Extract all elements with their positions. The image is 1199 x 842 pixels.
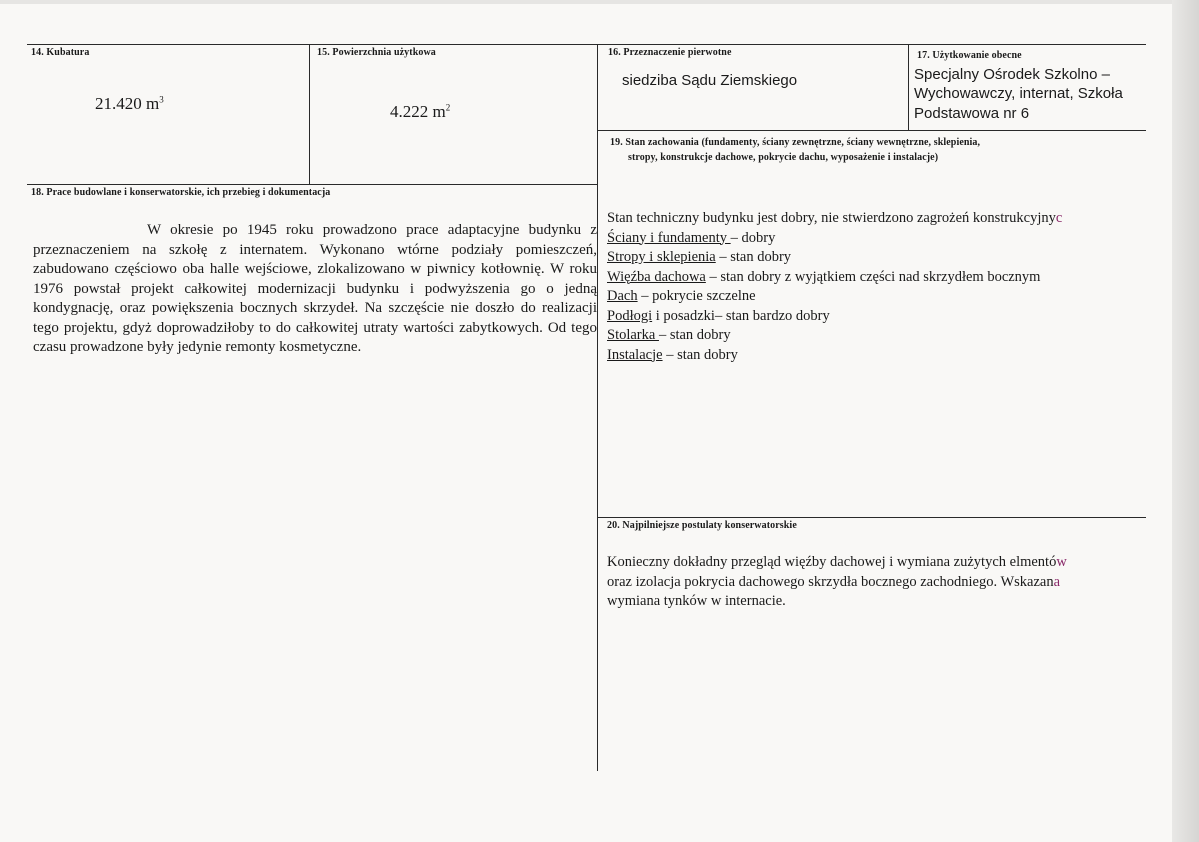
rule-col-b: [597, 44, 598, 771]
prace-text: W okresie po 1945 roku prowadzono prace adaptacyjne budynku z przeznaczeniem na szkołę z internatem. Wykonano wtórne podziały pomieszczeń, zabudowano częściowo oba halle wejściowe, zlokalizowano w piwnicy kotłownię. W roku 1976 powstał projekt całkowitej modernizacji budynku i podwyższenia go o jedną kondygnację, oraz powiększenia bocznych skrzydeł. Na szczęście nie doszło do realizacji tego projektu, gdyż doprowadziłoby to do całkowitej utraty wartości zabytkowych. Od tego czasu prowadzone były jedynie remonty kosmetyczne.: [33, 222, 597, 355]
postulaty-line-1-tail: w: [1056, 554, 1067, 570]
kubatura-label: 14. Kubatura: [31, 47, 90, 58]
postulaty-line-1-text: Konieczny dokładny przegląd więźby dachowej i wymiana zużytych elmentó: [607, 554, 1057, 570]
uzytkowanie-line-3: Podstawowa nr 6: [914, 105, 1030, 122]
stan-label-line-1: 19. Stan zachowania (fundamenty, ściany zewnętrzne, ściany wewnętrzne, sklepienia,: [610, 137, 981, 148]
stan-item-term: Podłogi: [607, 307, 653, 324]
stan-item: [607, 248, 1155, 268]
stan-item: [607, 326, 1155, 346]
stan-label-line-2: stropy, konstrukcje dachowe, pokrycie dachu, wyposażenie i instalacje): [628, 152, 939, 163]
uzytkowanie-label: 17. Użytkowanie obecne: [917, 50, 1022, 61]
stan-item-rest: – stan dobry: [658, 327, 731, 343]
stan-item-term: Więźba dachowa: [607, 268, 706, 285]
stan-item: [607, 346, 1155, 366]
page-top-edge: [0, 0, 1199, 4]
stan-item-rest: – stan dobry z wyjątkiem części nad skrzydłem bocznym: [705, 268, 1041, 285]
stan-item-term: Stolarka: [607, 327, 659, 343]
page-right-edge: [1172, 0, 1199, 842]
stan-intro-text: Stan techniczny budynku jest dobry, nie stwierdzono zagrożeń konstrukcyjny: [607, 210, 1056, 226]
uzytkowanie-line-1: Specjalny Ośrodek Szkolno –: [914, 66, 1110, 83]
stan-item-rest: – stan dobry: [662, 346, 738, 363]
postulaty-line-2: [607, 573, 1060, 593]
stan-item: [607, 287, 1155, 307]
rule-col-a: [309, 44, 310, 184]
rule-top: [27, 44, 1146, 45]
powierzchnia-label: 15. Powierzchnia użytkowa: [317, 47, 436, 58]
przeznaczenie-label: 16. Przeznaczenie pierwotne: [608, 47, 732, 58]
stan-item: [607, 307, 1155, 327]
powierzchnia-number: 4.222 m: [390, 102, 446, 121]
stan-item: [607, 229, 1155, 249]
stan-item-term: Dach: [607, 288, 638, 304]
stan-item-rest: – dobry: [730, 229, 776, 246]
postulaty-line-3: wymiana tynków w internacie.: [607, 593, 786, 609]
rule-col-c: [908, 44, 909, 130]
przeznaczenie-value: siedziba Sądu Ziemskiego: [622, 72, 798, 89]
prace-label: 18. Prace budowlane i konserwatorskie, ich przebieg i dokumentacja: [31, 187, 331, 198]
stan-item-term: Ściany i fundamenty: [607, 229, 731, 246]
stan-list: [607, 209, 1155, 365]
kubatura-exponent: 3: [159, 94, 164, 105]
kubatura-value: [95, 94, 164, 114]
postulaty-line-2-text: oraz izolacja pokrycia dachowego skrzydła bocznego zachodniego. Wskazan: [607, 574, 1054, 590]
stan-item-term: Stropy i sklepienia: [607, 249, 716, 265]
rule-left-mid: [27, 184, 597, 185]
uzytkowanie-line-2: Wychowawczy, internat, Szkoła: [914, 85, 1123, 102]
powierzchnia-exponent: 2: [445, 102, 451, 113]
kubatura-number: 21.420 m: [95, 94, 160, 113]
stan-intro-tail: c: [1055, 210, 1063, 226]
postulaty-line-2-tail: a: [1053, 574, 1061, 590]
postulaty-label: 20. Najpilniejsze postulaty konserwatorskie: [607, 520, 797, 531]
stan-item-rest: i posadzki– stan bardzo dobry: [652, 307, 830, 324]
powierzchnia-value: [390, 102, 450, 122]
stan-item: [607, 268, 1155, 288]
stan-item-rest: – pokrycie szczelne: [637, 288, 756, 304]
stan-item-term: Instalacje: [607, 346, 663, 363]
rule-right-low: [597, 517, 1146, 518]
stan-item-rest: – stan dobry: [715, 249, 792, 265]
postulaty-line-1: [607, 553, 1067, 573]
rule-right-mid: [597, 130, 1146, 131]
stan-intro: [607, 209, 1155, 229]
